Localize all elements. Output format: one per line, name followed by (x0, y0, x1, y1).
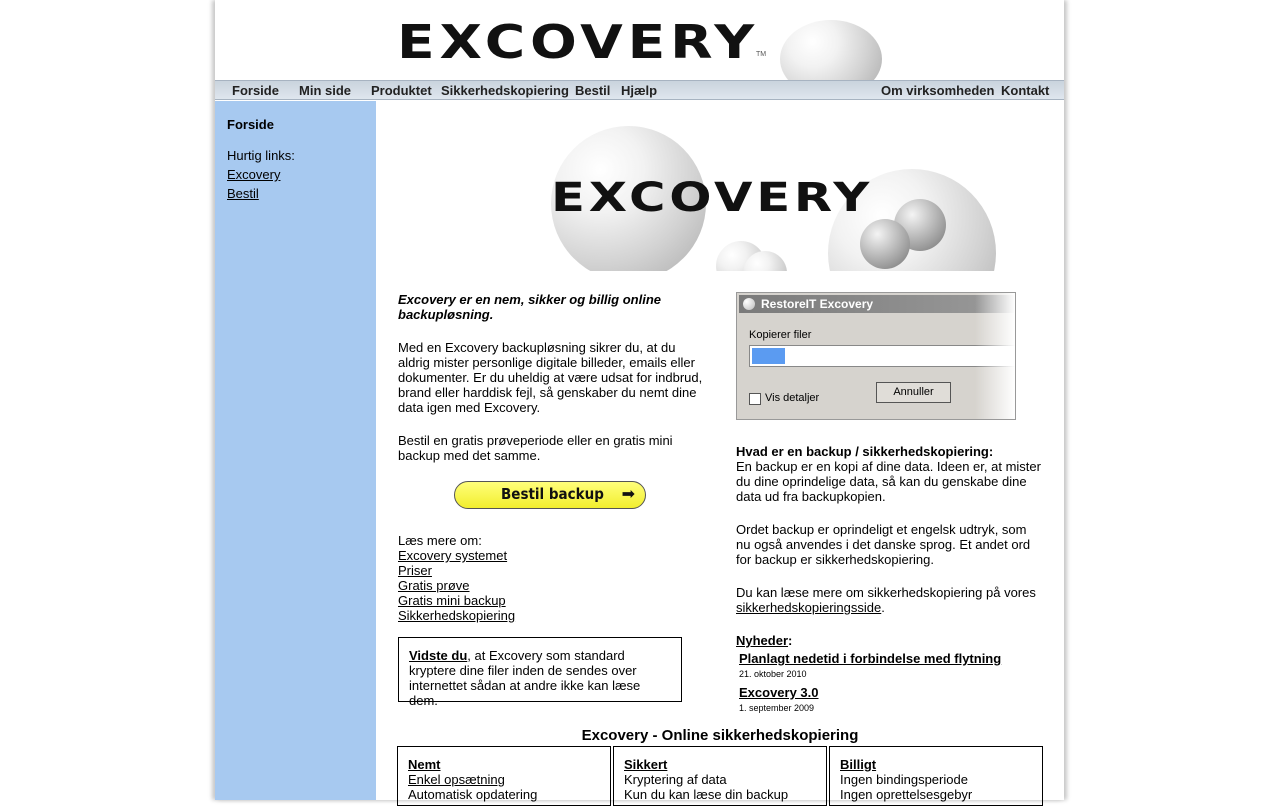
feature-heading[interactable]: Sikkert (624, 757, 668, 772)
app-bubble-icon (743, 298, 755, 310)
feature-heading[interactable]: Nemt (408, 757, 441, 772)
news-item-title[interactable]: Planlagt nedetid i forbindelse med flytning (739, 651, 1002, 666)
quick-links-label: Hurtig links: (227, 148, 295, 163)
main-content (376, 101, 1064, 800)
nav-min-side[interactable]: Min side (299, 83, 352, 98)
feature-line: Kryptering af data (624, 772, 727, 787)
about-p3-suffix: . (881, 600, 885, 615)
link-excovery-systemet[interactable]: Excovery systemet (398, 548, 508, 563)
about-heading: Hvad er en backup / sikkerhedskopiering: (736, 444, 994, 459)
link-sikkerhedskopiering[interactable]: Sikkerhedskopiering (398, 608, 516, 623)
did-you-know-link[interactable]: Vidste du (409, 648, 468, 663)
progress-fill (752, 348, 785, 364)
order-backup-button[interactable] (454, 481, 646, 509)
feature-line: Kun du kan læse din backup (624, 787, 789, 802)
screenshot-label: Kopierer filer (749, 329, 812, 341)
trial-paragraph: Bestil en gratis prøveperiode eller en gratis mini backup med det samme. (398, 433, 673, 463)
sidebar-link-excovery[interactable]: Excovery (227, 167, 281, 182)
tagline: Excovery er en nem, sikker og billig online backupløsning. (398, 292, 661, 322)
nav-bestil[interactable]: Bestil (575, 83, 611, 98)
details-checkbox (749, 393, 761, 405)
nav-sikkerhedskopiering[interactable]: Sikkerhedskopiering (441, 83, 569, 98)
did-you-know-text: , at Excovery som standard kryptere dine filer inden de sendes over internettet sådan at andre ikke kan læse dem. (409, 648, 641, 708)
nav-hjaelp[interactable]: Hjælp (621, 83, 658, 98)
about-p3-text: Du kan læse mere om sikkerhedskopiering på vores (736, 585, 1036, 600)
info-column (736, 292, 1041, 716)
page-container (215, 0, 1064, 800)
svg-text:EXCOVERY: EXCOVERY (397, 20, 759, 64)
nav-forside[interactable]: Forside (232, 83, 279, 98)
feature-heading[interactable]: Billigt (840, 757, 877, 772)
svg-text:EXCOVERY: EXCOVERY (551, 176, 873, 216)
news-link[interactable]: Nyheder (736, 633, 789, 648)
link-priser[interactable]: Priser (398, 563, 432, 578)
news-item-title[interactable]: Excovery 3.0 (739, 685, 819, 700)
about-paragraph-2: Ordet backup er oprindeligt et engelsk udtryk, som nu også anvendes i det danske sprog. Et andet ord for backup er sikkerhedskopiering. (736, 522, 1031, 567)
hero-banner (546, 121, 1006, 271)
about-paragraph-1: En backup er en kopi af dine data. Ideen er, at mister du dine oprindelige data, så kan du genskabe dine data ud fra backupkopien. (736, 459, 1041, 504)
news-item-date: 21. oktober 2010 (739, 669, 807, 679)
link-gratis-proeve[interactable]: Gratis prøve (398, 578, 470, 593)
app-screenshot (736, 292, 1016, 420)
intro-column (398, 292, 703, 623)
feature-line: Automatisk opdatering (408, 787, 538, 802)
news-colon: : (788, 633, 793, 648)
header (215, 0, 1064, 80)
main-nav (215, 80, 1064, 100)
feature-line[interactable]: Enkel opsætning (408, 772, 505, 787)
news-item-date: 1. september 2009 (739, 703, 815, 713)
did-you-know-box (398, 637, 682, 708)
order-backup-label: Bestil backup (501, 485, 604, 503)
sidebar-title: Forside (227, 117, 274, 132)
cancel-button: Annuller (876, 382, 951, 403)
nav-kontakt[interactable]: Kontakt (1001, 83, 1050, 98)
sidebar (215, 101, 376, 800)
screenshot-titlebar (739, 295, 1015, 313)
news-section (736, 633, 1041, 716)
screenshot-fade (975, 293, 1015, 419)
arrow-right-icon: ➡ (621, 486, 635, 503)
banner-bubble-icon (860, 219, 910, 269)
intro-paragraph: Med en Excovery backupløsning sikrer du, at du aldrig mister personlige digitale billeder, emails eller dokumenter. Er du uheldig at være udsat for indbrud, brand eller harddisk fejl, så genskaber du nemt dine data igen med Excovery. (398, 340, 703, 415)
feature-box-sikkert (613, 746, 827, 806)
feature-line: Ingen bindingsperiode (840, 772, 968, 787)
link-sikkerhedskopieringsside[interactable]: sikkerhedskopieringsside (736, 600, 882, 615)
feature-line: Ingen oprettelsesgebyr (840, 787, 973, 802)
screenshot-title: RestoreIT Excovery (761, 297, 874, 311)
excovery-logo[interactable] (397, 20, 767, 64)
banner-logo (551, 176, 881, 216)
read-more-label: Læs mere om: (398, 533, 482, 548)
sidebar-link-bestil[interactable]: Bestil (227, 186, 259, 201)
link-gratis-mini-backup[interactable]: Gratis mini backup (398, 593, 506, 608)
feature-box-nemt (397, 746, 611, 806)
nav-om-virksomheden[interactable]: Om virksomheden (881, 83, 995, 98)
news-heading (736, 633, 792, 648)
nav-produktet[interactable]: Produktet (371, 83, 432, 98)
about-paragraph-3 (736, 585, 1041, 615)
trademark: TM (756, 51, 767, 58)
read-more (398, 533, 703, 623)
details-label: Vis detaljer (765, 392, 820, 404)
features-title: Excovery - Online sikkerhedskopiering (581, 727, 859, 744)
feature-box-billigt (829, 746, 1043, 806)
